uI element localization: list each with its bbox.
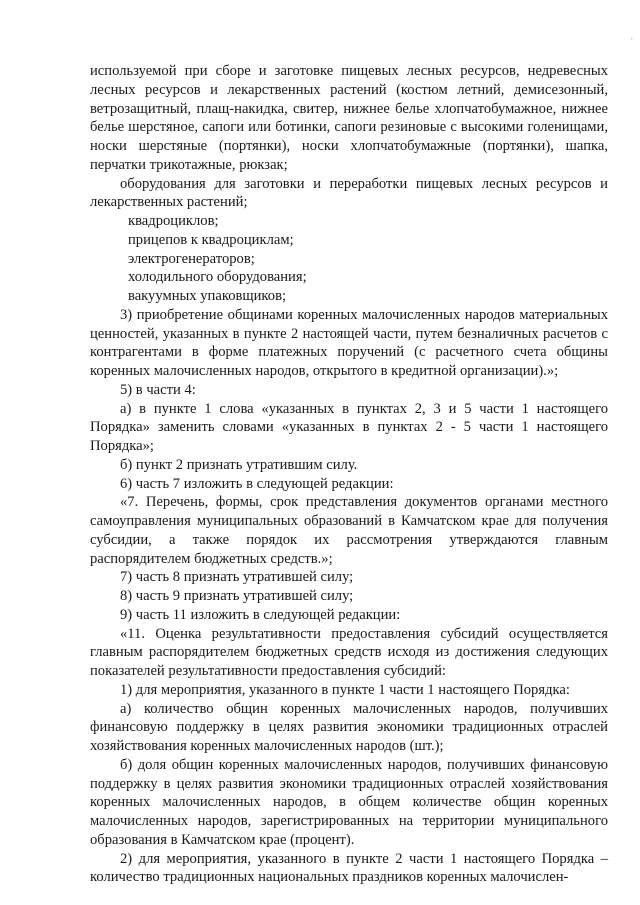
paragraph-measure-2: 2) для мероприятия, указанного в пункте 2 части 1 настоящего Порядка – количество традиционных национальных праздников коренных малочислен-	[90, 850, 608, 886]
paragraph-measure-1: 1) для мероприятия, указанного в пункте 1 части 1 настоящего Порядка:	[120, 681, 570, 698]
list-item-generators: электрогенераторов;	[128, 250, 255, 267]
paragraph-quote-11: «11. Оценка результативности предоставления субсидий осуществляется главным распорядителем бюджетных средств исходя из достижения следующих показателей результативности предоставления субсидий:	[90, 625, 608, 679]
paragraph-item-7: 7) часть 8 признать утратившей силу;	[120, 569, 354, 586]
paragraph-sub-a: а) в пункте 1 слова «указанных в пунктах 2, 3 и 5 части 1 настоящего Порядка» заменить словами «указанных в пунктах 2 - 5 части 1 настоящего Порядка»;	[90, 400, 608, 454]
list-item-quad-bikes: квадроциклов;	[128, 213, 219, 229]
paragraph-quote-7: «7. Перечень, формы, срок представления документов органами местного самоуправления муниципальных образований в Камчатском крае для получения субсидии, а также порядок их рассмотрения утверждаются главным распорядителем бюджетных средств.»;	[90, 494, 608, 567]
document-body	[90, 62, 608, 887]
paragraph-indicator-b: б) доля общин коренных малочисленных народов, получивших финансовую поддержку в целях развития экономики традиционных отраслей хозяйствования коренных малочисленных народов, в общем количестве общин коренных малочисленных народов, зарегистрированных на территории муниципального образования в Камчатском крае (процент).	[90, 756, 608, 848]
list-item-trailers: прицепов к квадроциклам;	[128, 231, 294, 248]
paragraph-item-3: 3) приобретение общинами коренных малочисленных народов материальных ценностей, указанных в пункте 2 настоящей части, путем безналичных расчетов с контрагентами в форме платежных поручений (с расчетного счета общины коренных малочисленных народов, открытого в кредитной организации).»;	[90, 306, 608, 379]
paragraph-item-5: 5) в части 4:	[120, 381, 196, 398]
list-item-refrigeration: холодильного оборудования;	[128, 269, 307, 286]
paragraph-equipment: оборудования для заготовки и переработки пищевых лесных ресурсов и лекарственных растений;	[90, 175, 608, 211]
paragraph-sub-b: б) пункт 2 признать утратившим силу.	[120, 456, 358, 473]
list-item-vacuum-packers: вакуумных упаковщиков;	[128, 288, 287, 304]
paragraph-item-6: 6) часть 7 изложить в следующей редакции:	[120, 475, 394, 492]
paragraph-indicator-a: а) количество общин коренных малочисленных народов, получивших финансовую поддержку в целях развития экономики традиционных отраслей хозяйствования коренных малочисленных народов (шт.);	[90, 700, 608, 754]
page-edge-mark: ′	[631, 36, 634, 46]
paragraph-item-9: 9) часть 11 изложить в следующей редакции:	[120, 606, 401, 623]
paragraph-clothing-list: используемой при сборе и заготовке пищевых лесных ресурсов, недревесных лесных ресурсов и лекарственных растений (костюм летний, демисезонный, ветрозащитный, плащ-накидка, свитер, нижнее белье хлопчатобумажное, нижнее белье шерстяное, сапоги или ботинки, сапоги резиновые с высокими голенищами, носки шерстяные (портянки), носки хлопчатобумажные (портянки), шапка, перчатки трикотажные, рюкзак;	[90, 63, 608, 173]
paragraph-item-8: 8) часть 9 признать утратившей силу;	[120, 588, 354, 604]
